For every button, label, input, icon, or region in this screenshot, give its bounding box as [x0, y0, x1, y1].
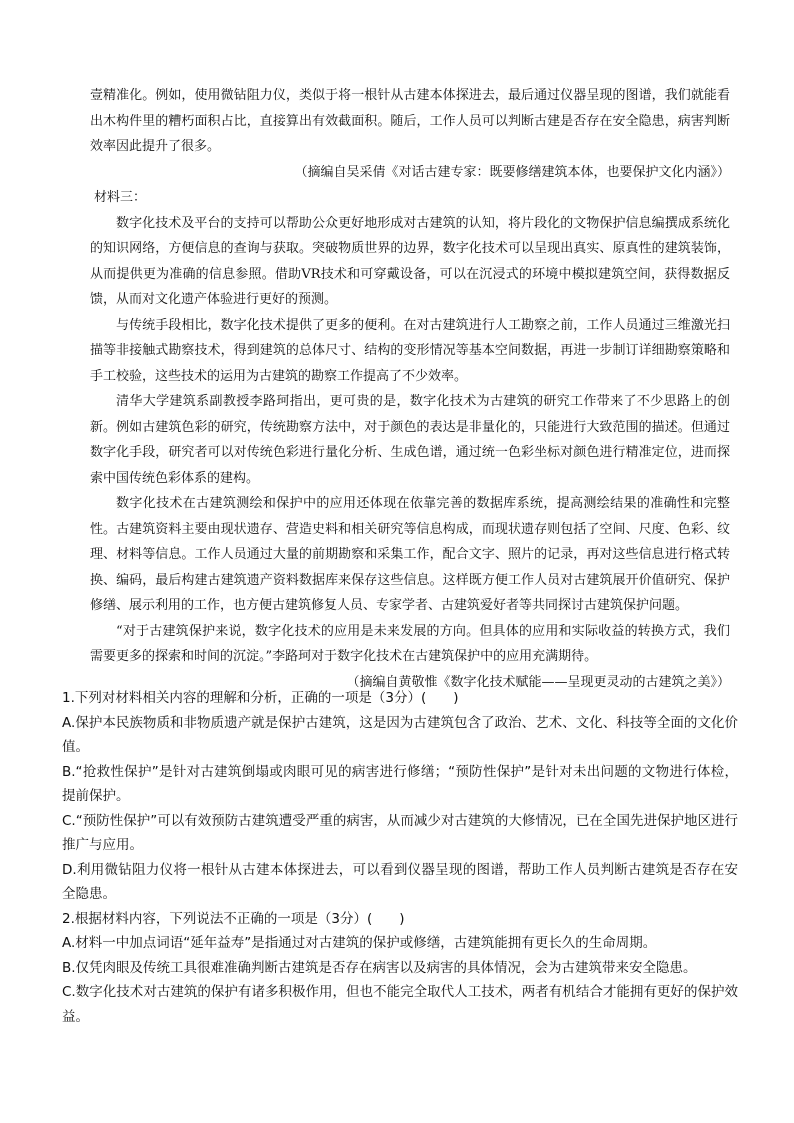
- question-1-option-b: B.“抢救性保护”是针对古建筑倒塌或肉眼可见的病害进行修缮；“预防性保护”是针对未出问题的文物进行体检，提前保护。: [62, 763, 738, 804]
- question-2-option-b: B.仅凭肉眼及传统工具很难准确判断古建筑是否存在病害以及病害的具体情况，会为古建筑带来安全隐患。: [62, 959, 697, 976]
- question-1-option-d: D.利用微钻阻力仪将一根针从古建本体探进去，可以看到仪器呈现的图谱，帮助工作人员判断古建筑是否存在安全隐患。: [62, 861, 738, 902]
- question-2-option-a: A.材料一中加点词语“延年益寿”是指通过对古建筑的保护或修缮，古建筑能拥有更长久的生命周期。: [62, 935, 657, 951]
- material-three-paragraph: 数字化技术在古建筑测绘和保护中的应用还体现在依靠完善的数据库系统，提高测绘结果的准确性和完整性。古建筑资料主要由现状遗存、营造史料和相关研究等信息构成，而现状遗存则包括了空间、尺度、色彩、纹理、材料等信息。工作人员通过大量的前期勘察和采集工作，配合文字、照片的记录，再对这些信息进行格式转换、编码，最后构建古建筑遗产资料数据库来保存这些信息。这样既方便工作人员对古建筑展开价值研究、保护修缮、展示利用的工作，也方便古建筑修复人员、专家学者、古建筑爱好者等共同探讨古建筑保护问题。: [90, 496, 730, 613]
- question-1-option-c: C.“预防性保护”可以有效预防古建筑遭受严重的病害，从而减少对古建筑的大修情况，已在全国先进保护地区进行推广与应用。: [62, 812, 738, 853]
- question-1-stem: 1.下列对材料相关内容的理解和分析，正确的一项是（3分）( ): [62, 690, 459, 706]
- question-2-stem: 2.根据材料内容，下列说法不正确的一项是（3分）( ): [62, 910, 405, 927]
- reading-material: [90, 83, 730, 695]
- material-two-citation: （摘编自吴采倩《对话古建专家：既要修缮建筑本体，也要保护文化内涵》）: [294, 164, 730, 180]
- material-three-label: 材料三：: [94, 190, 147, 205]
- material-three-paragraph: 数字化技术及平台的支持可以帮助公众更好地形成对古建筑的认知，将片段化的文物保护信息编撰成系统化的知识网络，方便信息的查询与获取。突破物质世界的边界，数字化技术可以呈现出真实、原真性的建筑装饰，从而提供更为准确的信息参照。借助VR技术和可穿戴设备，可以在沉浸式的环境中模拟建筑空间，获得数据反馈，从而对文化遗产体验进行更好的预测。: [90, 215, 730, 307]
- question-1-option-a: A.保护本民族物质和非物质遗产就是保护古建筑，这是因为古建筑包含了政治、艺术、文化、科技等全面的文化价值。: [62, 714, 738, 755]
- material-two-continuation: 壹精准化。例如，使用微钻阻力仪，类似于将一根针从古建本体探进去，最后通过仪器呈现的图谱，我们就能看出木构件里的糟朽面积占比，直接算出有效截面积。随后，工作人员可以判断古建是否存在安全隐患，病害判断效率因此提升了很多。: [90, 88, 730, 154]
- questions-section: [62, 686, 738, 1029]
- question-2-option-c: C.数字化技术对古建筑的保护有诸多积极作用，但也不能完全取代人工技术，两者有机结合才能拥有更好的保护效益。: [62, 984, 738, 1025]
- material-three-paragraph: “对于古建筑保护来说，数字化技术的应用是未来发展的方向。但具体的应用和实际收益的转换方式，我们需要更多的探索和时间的沉淀。”李路珂对于数字化技术在古建筑保护中的应用充满期待。: [90, 623, 730, 664]
- material-three-paragraph: 清华大学建筑系副教授李路珂指出，更可贵的是，数字化技术为古建筑的研究工作带来了不少思路上的创新。例如古建筑色彩的研究，传统勘察方法中，对于颜色的表达是非量化的，只能进行大致范围的描述。但通过数字化手段，研究者可以对传统色彩进行量化分析、生成色谱，通过统一色彩坐标对颜色进行精准定位，进而探索中国传统色彩体系的建构。: [90, 394, 730, 486]
- material-three-citation: （摘编自黄敬惟《数字化技术赋能——呈现更灵动的古建筑之美》）: [346, 674, 730, 690]
- material-three-paragraph: 与传统手段相比，数字化技术提供了更多的便利。在对古建筑进行人工勘察之前，工作人员通过三维激光扫描等非接触式勘察技术，得到建筑的总体尺寸、结构的变形情况等基本空间数据，再进一步制订详细勘察策略和手工校验，这些技术的运用为古建筑的勘察工作提高了不少效率。: [90, 317, 730, 384]
